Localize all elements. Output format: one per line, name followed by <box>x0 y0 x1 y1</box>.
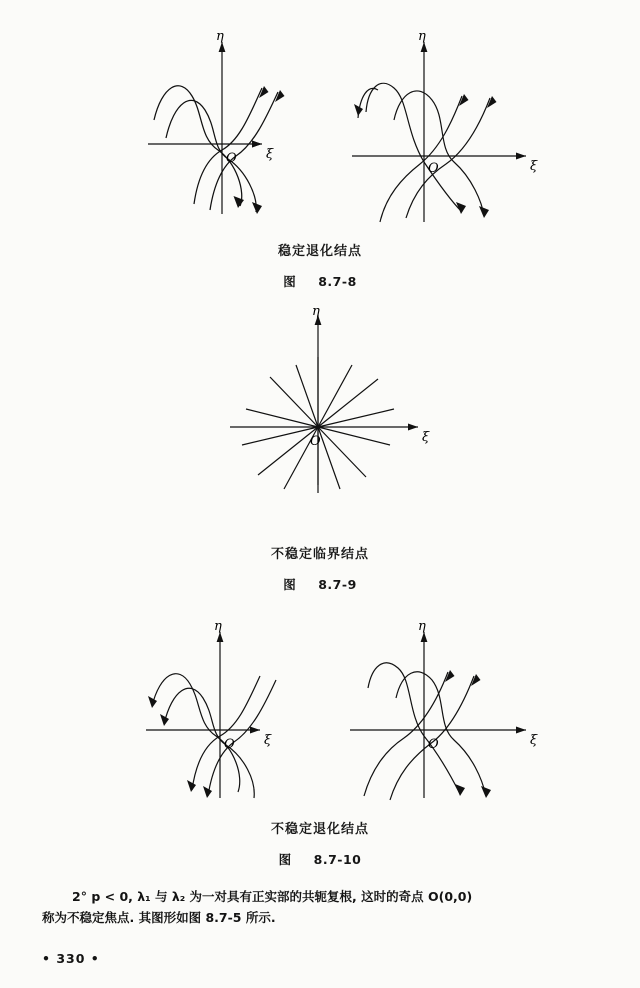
figure-8-7-9-caption: 不稳定临界结点 <box>270 547 369 562</box>
figure-8-7-10 <box>0 618 640 813</box>
unstable-degenerate-node-left <box>70 618 320 813</box>
origin-label: O <box>226 151 237 166</box>
origin-label: O <box>224 737 235 752</box>
unstable-critical-node <box>170 305 470 505</box>
axis-label-eta: η <box>418 619 426 634</box>
axis-label-xi: ξ <box>264 733 272 748</box>
axis-label-eta: η <box>214 619 222 634</box>
figure-number: 8.7-10 <box>313 852 362 867</box>
axis-label-xi: ξ <box>530 159 538 174</box>
body-line-2-text: 称为不稳定焦点. 其图形如图 8.7-5 所示. <box>42 910 276 925</box>
figure-label: 图 <box>283 577 297 592</box>
unstable-degenerate-node-right <box>320 618 570 813</box>
axis-label-xi: ξ <box>422 430 430 445</box>
figure-label: 图 <box>283 274 297 289</box>
axis-label-xi: ξ <box>266 147 274 162</box>
figure-8-7-10-number <box>0 850 640 868</box>
figure-8-7-9-number <box>0 575 640 593</box>
axis-label-eta: η <box>312 305 320 319</box>
body-paragraph <box>42 886 602 928</box>
figure-8-7-10-caption: 不稳定退化结点 <box>270 822 369 837</box>
origin-label: O <box>310 434 321 449</box>
body-line-2 <box>42 907 602 928</box>
body-line-1 <box>42 886 602 907</box>
axis-label-eta: η <box>418 29 426 44</box>
body-line-1-text: p < 0, λ₁ 与 λ₂ 为一对具有正实部的共轭复根, 这时的奇点 O(0,0) <box>91 889 473 904</box>
origin-label: O <box>428 161 439 176</box>
origin-label: O <box>428 737 439 752</box>
stable-degenerate-node-right <box>320 26 570 226</box>
axis-label-xi: ξ <box>530 733 538 748</box>
stable-degenerate-node-left <box>70 26 320 226</box>
figure-label: 图 <box>278 852 292 867</box>
axis-label-eta: η <box>216 29 224 44</box>
figure-number: 8.7-8 <box>318 274 357 289</box>
figure-number: 8.7-9 <box>318 577 357 592</box>
figure-8-7-9 <box>0 305 640 505</box>
figure-8-7-8 <box>0 26 640 226</box>
figure-8-7-8-caption: 稳定退化结点 <box>277 244 362 259</box>
item-marker: 2° <box>72 889 87 904</box>
page-folio: • 330 • <box>42 951 100 966</box>
figure-8-7-8-number <box>0 272 640 290</box>
